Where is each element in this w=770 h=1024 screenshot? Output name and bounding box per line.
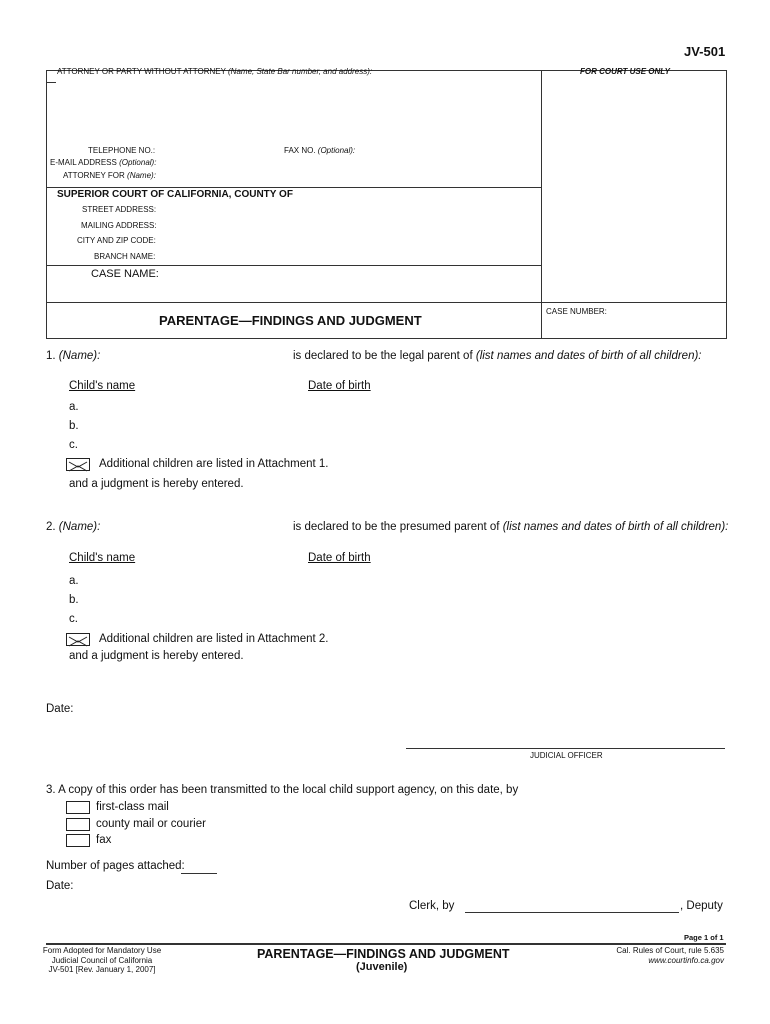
s1-num: 1. (Name): [46, 350, 101, 362]
s2-additional-checkbox[interactable] [66, 633, 90, 646]
s3-date-label[interactable]: Date: [46, 880, 74, 892]
city-label[interactable]: CITY AND ZIP CODE: [77, 236, 156, 245]
telephone-label[interactable]: TELEPHONE NO.: [88, 146, 156, 155]
s1-additional-checkbox[interactable] [66, 458, 90, 471]
courtinfo-link[interactable]: www.courtinfo.ca.gov [648, 956, 724, 965]
date-label[interactable]: Date: [46, 703, 74, 715]
attorney-for-label[interactable]: ATTORNEY FOR (Name): [63, 171, 156, 180]
county-mail-checkbox[interactable] [66, 818, 90, 831]
s2-num: 2. (Name): [46, 521, 101, 533]
s1-row-c[interactable]: c. [69, 439, 78, 451]
case-name-label[interactable]: CASE NAME: [91, 268, 159, 280]
fax-option-label: fax [96, 834, 112, 846]
fax-label[interactable]: FAX NO. (Optional): [284, 146, 356, 155]
attorney-label: ATTORNEY OR PARTY WITHOUT ATTORNEY (Name, State Bar number, and address): [57, 67, 373, 76]
branch-label[interactable]: BRANCH NAME: [94, 252, 156, 261]
s1-judgment: and a judgment is hereby entered. [69, 478, 244, 490]
email-label[interactable]: E-MAIL ADDRESS (Optional): [50, 158, 157, 167]
s2-judgment: and a judgment is hereby entered. [69, 650, 244, 662]
judicial-officer-label: JUDICIAL OFFICER [530, 751, 603, 760]
footer-subtitle: (Juvenile) [356, 961, 408, 973]
check-x-icon [67, 636, 89, 647]
fax-checkbox[interactable] [66, 834, 90, 847]
s3-text: 3. A copy of this order has been transmitted to the local child support agency, on this date, by [46, 784, 519, 796]
s2-row-b[interactable]: b. [69, 594, 79, 606]
footer-left: Form Adopted for Mandatory Use Judicial Council of California JV-501 [Rev. January 1, 2007] [42, 946, 162, 974]
first-class-mail-label: first-class mail [96, 801, 169, 813]
s2-child-col: Child's name [69, 552, 136, 564]
s2-row-c[interactable]: c. [69, 613, 78, 625]
s1-dob-col: Date of birth [308, 380, 371, 392]
s2-dob-col: Date of birth [308, 552, 371, 564]
check-x-icon [67, 461, 89, 472]
s2-row-a[interactable]: a. [69, 575, 79, 587]
pages-attached-label: Number of pages attached: [46, 860, 185, 872]
street-label[interactable]: STREET ADDRESS: [82, 205, 157, 214]
county-mail-label: county mail or courier [96, 818, 206, 830]
pages-attached-field[interactable] [181, 873, 217, 874]
form-title: PARENTAGE—FINDINGS AND JUDGMENT [159, 313, 422, 328]
s2-additional-label: Additional children are listed in Attachment 2. [99, 633, 329, 645]
s2-declared: is declared to be the presumed parent of (list names and dates of birth of all children): [293, 521, 729, 533]
court-use-label: FOR COURT USE ONLY [580, 67, 670, 76]
rules-citation: Cal. Rules of Court, rule 5.635 [616, 946, 724, 955]
mailing-label[interactable]: MAILING ADDRESS: [81, 221, 157, 230]
s1-declared: is declared to be the legal parent of (list names and dates of birth of all children): [293, 350, 702, 362]
s1-additional-label: Additional children are listed in Attachment 1. [99, 458, 329, 470]
footer-title: PARENTAGE—FINDINGS AND JUDGMENT [257, 947, 510, 961]
first-class-mail-checkbox[interactable] [66, 801, 90, 814]
clerk-signature-field[interactable] [465, 912, 679, 913]
page-number: Page 1 of 1 [684, 933, 724, 942]
s1-row-a[interactable]: a. [69, 401, 79, 413]
court-label: SUPERIOR COURT OF CALIFORNIA, COUNTY OF [57, 189, 293, 200]
form-id: JV-501 [684, 44, 726, 59]
s1-child-col: Child's name [69, 380, 136, 392]
s1-row-b[interactable]: b. [69, 420, 79, 432]
case-number-label[interactable]: CASE NUMBER: [546, 307, 607, 316]
deputy-label: , Deputy [680, 900, 723, 912]
clerk-label: Clerk, by [409, 900, 455, 912]
